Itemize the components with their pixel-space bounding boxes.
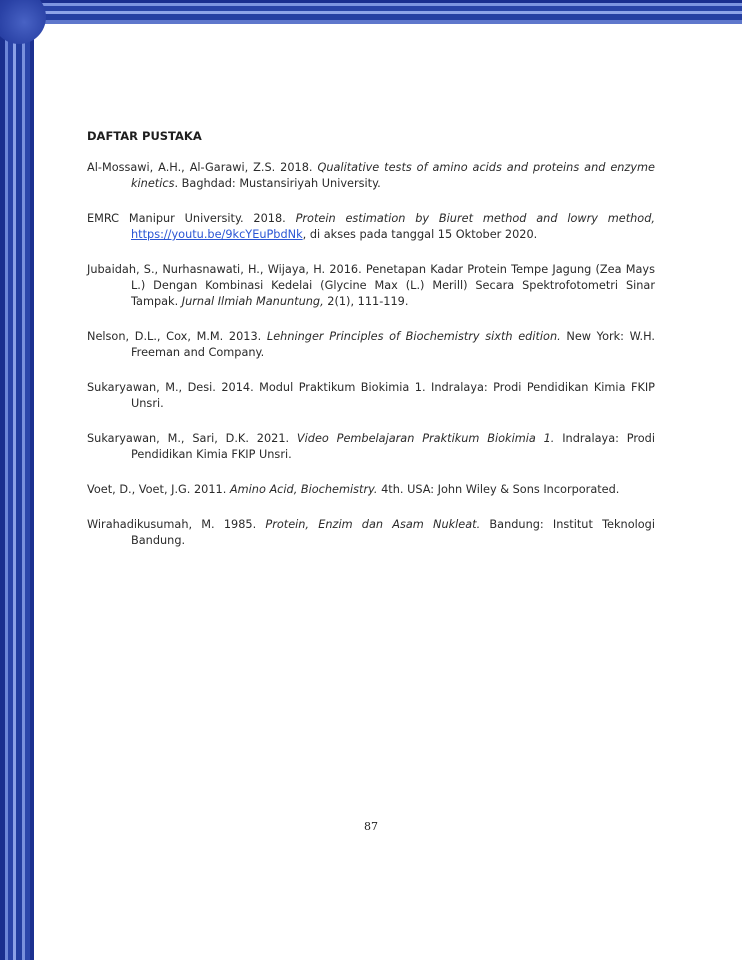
reference-text: Nelson, D.L., Cox, M.M. 2013. <box>87 330 267 343</box>
reference-entry <box>87 482 655 498</box>
reference-text: . Baghdad: Mustansiriyah University. <box>174 177 381 190</box>
decorative-side-stripe <box>0 0 34 960</box>
decorative-top-stripe <box>20 0 742 24</box>
reference-text: , di akses pada tanggal 15 Oktober 2020. <box>302 228 538 241</box>
decorative-corner-circle <box>0 0 46 44</box>
reference-title: Jurnal Ilmiah Manuntung, <box>181 295 324 308</box>
reference-entry <box>87 262 655 310</box>
reference-list <box>87 160 655 549</box>
reference-text: Sukaryawan, M., Desi. 2014. Modul Praktikum Biokimia 1. Indralaya: Prodi Pendidikan Kimia FKIP Unsri. <box>87 381 655 410</box>
reference-text: Voet, D., Voet, J.G. 2011. <box>87 483 230 496</box>
reference-text: 2(1), 111-119. <box>323 295 409 308</box>
reference-text: New York: W.H. Freeman and Company. <box>131 330 655 359</box>
section-heading: DAFTAR PUSTAKA <box>87 129 202 143</box>
reference-entry <box>87 211 655 243</box>
reference-entry <box>87 517 655 549</box>
page-number: 87 <box>364 820 378 833</box>
reference-entry <box>87 431 655 463</box>
reference-title: Protein estimation by Biuret method and lowry method, <box>295 212 655 225</box>
reference-title: Protein, Enzim dan Asam Nukleat. <box>265 518 481 531</box>
reference-text: 4th. USA: John Wiley & Sons Incorporated. <box>377 483 620 496</box>
bibliography-section <box>87 128 655 568</box>
reference-title: Amino Acid, Biochemistry. <box>229 483 378 496</box>
reference-title: Qualitative tests of amino acids and proteins and enzyme kinetics <box>131 161 655 190</box>
reference-text: EMRC Manipur University. 2018. <box>87 212 296 225</box>
reference-text: Wirahadikusumah, M. 1985. <box>87 518 266 531</box>
reference-link[interactable]: https://youtu.be/9kcYEuPbdNk <box>131 228 303 241</box>
reference-entry <box>87 329 655 361</box>
reference-entry <box>87 160 655 192</box>
reference-title: Video Pembelajaran Praktikum Biokimia 1. <box>296 432 555 445</box>
reference-title: Lehninger Principles of Biochemistry sixth edition. <box>266 330 561 343</box>
reference-text: Sukaryawan, M., Sari, D.K. 2021. <box>87 432 297 445</box>
reference-text: Jubaidah, S., Nurhasnawati, H., Wijaya, H. 2016. Penetapan Kadar Protein Tempe Jagung (Zea Mays L.) Dengan Kombinasi Kedelai (Glycine Max (L.) Merill) Secara Spektrofotometri Sinar Tampak. <box>87 263 655 308</box>
reference-text: Bandung: Institut Teknologi Bandung. <box>131 518 655 547</box>
reference-text: Indralaya: Prodi Pendidikan Kimia FKIP Unsri. <box>131 432 655 461</box>
reference-entry <box>87 380 655 412</box>
reference-text: Al-Mossawi, A.H., Al-Garawi, Z.S. 2018. <box>87 161 318 174</box>
